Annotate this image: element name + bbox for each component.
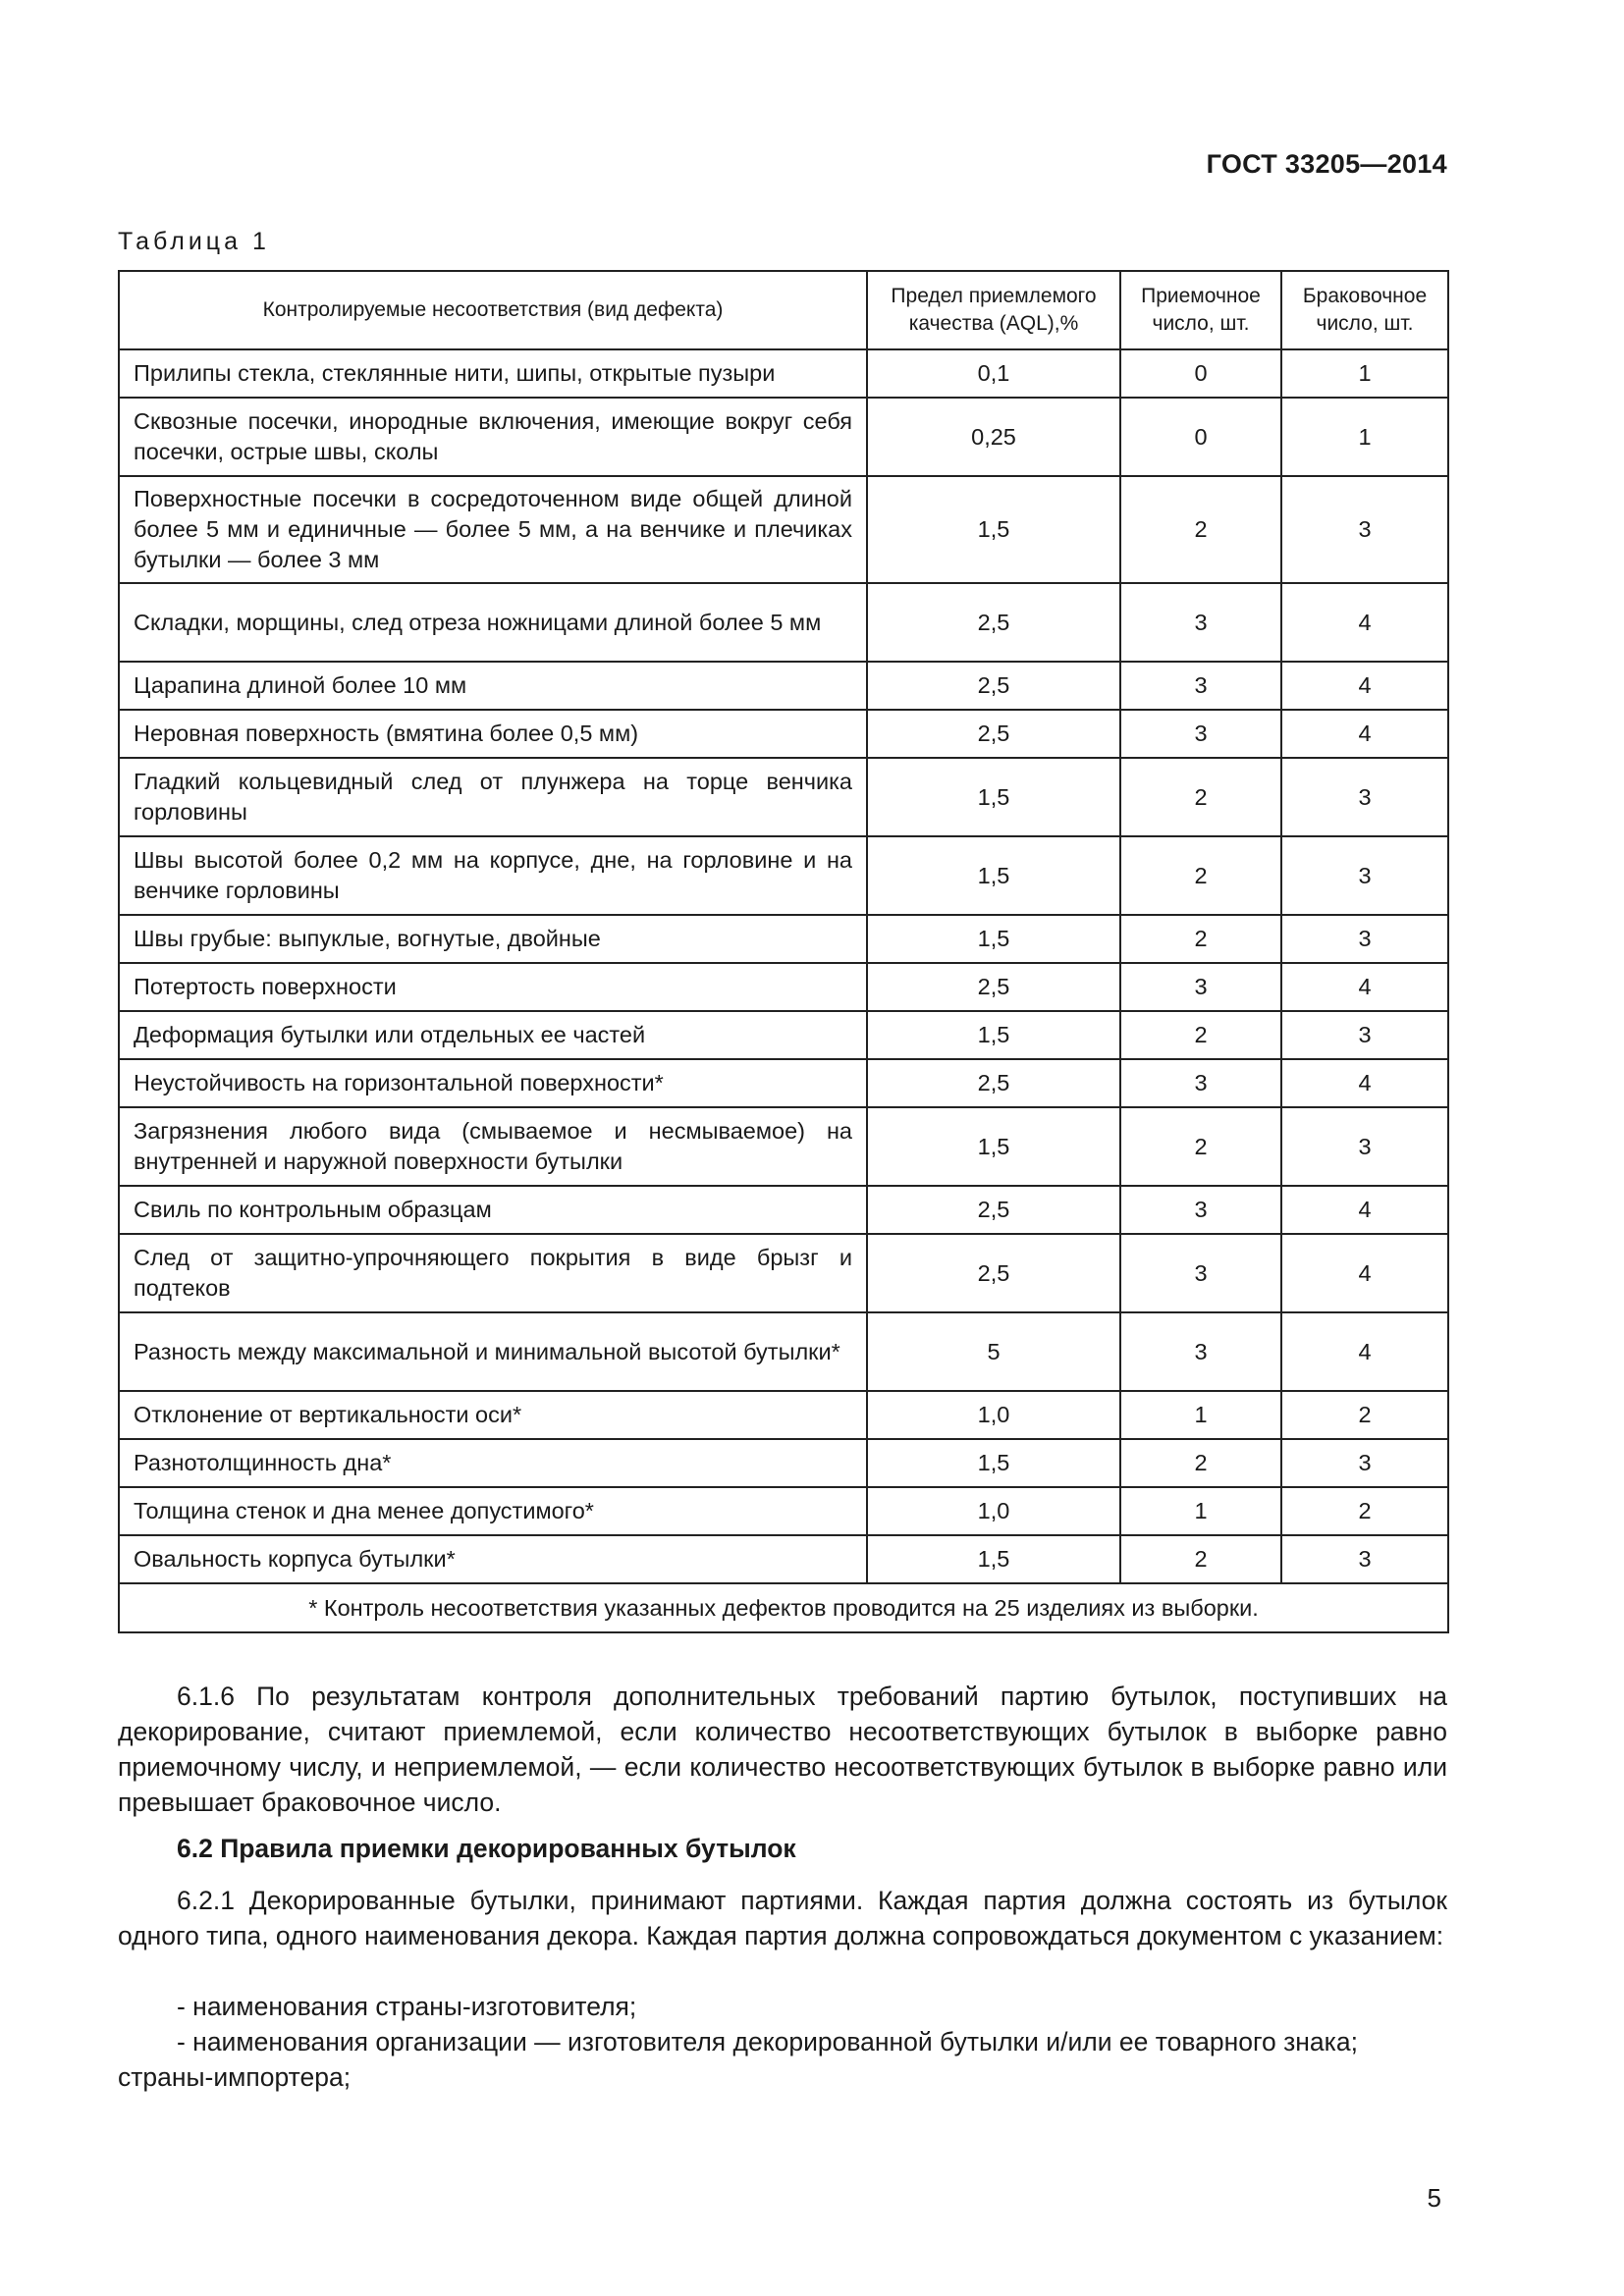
defect-cell: Неровная поверхность (вмятина более 0,5 мм) (119, 710, 867, 758)
accept-number-cell: 2 (1120, 758, 1281, 836)
defect-cell: Складки, морщины, след отреза ножницами длиной более 5 мм (119, 583, 867, 662)
aql-cell: 1,5 (867, 1107, 1120, 1186)
aql-cell: 2,5 (867, 710, 1120, 758)
table-row (119, 1059, 1448, 1107)
paragraph-6-1-6: 6.1.6 По результатам контроля дополнительных требований партию бутылок, поступивших на декорирование, считают приемлемой, если количество несоответствующих бутылок в выборке равно приемочному числу, и неприемлемой, — если количество несоответствующих бутылок в выборке равно или превышает браковочное число. (118, 1682, 1447, 1817)
table-row (119, 1234, 1448, 1312)
defect-cell: Разность между максимальной и минимальной высотой бутылки* (119, 1312, 867, 1391)
reject-number-cell: 2 (1281, 1487, 1448, 1535)
col-header-accept: Приемочное число, шт. (1120, 271, 1281, 349)
col-header-reject: Браковочное число, шт. (1281, 271, 1448, 349)
reject-number-cell: 3 (1281, 1011, 1448, 1059)
aql-cell: 1,5 (867, 476, 1120, 583)
accept-number-cell: 3 (1120, 1234, 1281, 1312)
defect-cell: Швы грубые: выпуклые, вогнутые, двойные (119, 915, 867, 963)
accept-number-cell: 0 (1120, 349, 1281, 398)
table-row (119, 662, 1448, 710)
reject-number-cell: 3 (1281, 915, 1448, 963)
table-row (119, 398, 1448, 476)
reject-number-cell: 4 (1281, 1186, 1448, 1234)
accept-number-cell: 3 (1120, 1186, 1281, 1234)
accept-number-cell: 0 (1120, 398, 1281, 476)
accept-number-cell: 2 (1120, 1011, 1281, 1059)
aql-cell: 1,5 (867, 915, 1120, 963)
list-item-country: - наименования страны-изготовителя; (177, 1992, 637, 2021)
standard-number: ГОСТ 33205—2014 (1206, 149, 1447, 179)
aql-cell: 1,5 (867, 1011, 1120, 1059)
reject-number-cell: 1 (1281, 349, 1448, 398)
table-row (119, 1487, 1448, 1535)
table-row (119, 1312, 1448, 1391)
table-row (119, 836, 1448, 915)
aql-cell: 2,5 (867, 662, 1120, 710)
aql-cell: 1,5 (867, 836, 1120, 915)
accept-number-cell: 2 (1120, 836, 1281, 915)
reject-number-cell: 1 (1281, 398, 1448, 476)
reject-number-cell: 4 (1281, 583, 1448, 662)
reject-number-cell: 4 (1281, 1312, 1448, 1391)
accept-number-cell: 3 (1120, 583, 1281, 662)
reject-number-cell: 3 (1281, 1535, 1448, 1583)
page-number: 5 (1427, 2183, 1441, 2213)
col-header-defect: Контролируемые несоответствия (вид дефекта) (119, 271, 867, 349)
defect-cell: Швы высотой более 0,2 мм на корпусе, дне, на горловине и на венчике горловины (119, 836, 867, 915)
reject-number-cell: 3 (1281, 836, 1448, 915)
table-row (119, 1186, 1448, 1234)
reject-number-cell: 2 (1281, 1391, 1448, 1439)
aql-cell: 2,5 (867, 1059, 1120, 1107)
aql-cell: 1,5 (867, 758, 1120, 836)
table-row (119, 758, 1448, 836)
defects-table (118, 270, 1449, 1633)
table-row (119, 476, 1448, 583)
paragraph-6-2-1: 6.2.1 Декорированные бутылки, принимают партиями. Каждая партия должна состоять из бутылок одного типа, одного наименования декора. Каждая партия должна сопровождаться документом с указанием: (118, 1886, 1447, 1950)
accept-number-cell: 1 (1120, 1391, 1281, 1439)
list-item-organization: - наименования организации — изготовителя декорированной бутылки и/или ее товарного знака; (177, 2027, 1358, 2056)
table-row (119, 1391, 1448, 1439)
table-row (119, 1107, 1448, 1186)
section-heading-6-2: 6.2 Правила приемки декорированных бутылок (177, 1834, 796, 1863)
accept-number-cell: 1 (1120, 1487, 1281, 1535)
accept-number-cell: 2 (1120, 1439, 1281, 1487)
accept-number-cell: 3 (1120, 1312, 1281, 1391)
table-row (119, 1011, 1448, 1059)
accept-number-cell: 2 (1120, 476, 1281, 583)
reject-number-cell: 4 (1281, 963, 1448, 1011)
accept-number-cell: 2 (1120, 915, 1281, 963)
accept-number-cell: 2 (1120, 1535, 1281, 1583)
defect-cell: Деформация бутылки или отдельных ее частей (119, 1011, 867, 1059)
accept-number-cell: 3 (1120, 710, 1281, 758)
aql-cell: 2,5 (867, 963, 1120, 1011)
accept-number-cell: 3 (1120, 662, 1281, 710)
accept-number-cell: 3 (1120, 1059, 1281, 1107)
reject-number-cell: 4 (1281, 1059, 1448, 1107)
defect-cell: Царапина длиной более 10 мм (119, 662, 867, 710)
table-footnote: * Контроль несоответствия указанных дефектов проводится на 25 изделиях из выборки. (119, 1583, 1448, 1632)
table-row (119, 349, 1448, 398)
table-row (119, 963, 1448, 1011)
reject-number-cell: 3 (1281, 1439, 1448, 1487)
reject-number-cell: 4 (1281, 662, 1448, 710)
accept-number-cell: 2 (1120, 1107, 1281, 1186)
defect-cell: Потертость поверхности (119, 963, 867, 1011)
defect-cell: Прилипы стекла, стеклянные нити, шипы, открытые пузыри (119, 349, 867, 398)
reject-number-cell: 3 (1281, 476, 1448, 583)
defect-cell: Сквозные посечки, инородные включения, имеющие вокруг себя посечки, острые швы, сколы (119, 398, 867, 476)
aql-cell: 0,1 (867, 349, 1120, 398)
table-caption: Таблица 1 (118, 228, 270, 255)
aql-cell: 2,5 (867, 1234, 1120, 1312)
reject-number-cell: 4 (1281, 1234, 1448, 1312)
col-header-aql: Предел приемлемого качества (AQL),% (867, 271, 1120, 349)
table-row (119, 915, 1448, 963)
defect-cell: Поверхностные посечки в сосредоточенном виде общей длиной более 5 мм и единичные — более 5 мм, а на венчике и плечиках бутылки — более 3 мм (119, 476, 867, 583)
list-item-importer: страны-импортера; (118, 2062, 352, 2092)
defect-cell: Свиль по контрольным образцам (119, 1186, 867, 1234)
table-row (119, 1439, 1448, 1487)
defect-cell: След от защитно-упрочняющего покрытия в виде брызг и подтеков (119, 1234, 867, 1312)
defect-cell: Разнотолщинность дна* (119, 1439, 867, 1487)
reject-number-cell: 4 (1281, 710, 1448, 758)
aql-cell: 2,5 (867, 583, 1120, 662)
reject-number-cell: 3 (1281, 758, 1448, 836)
table-row (119, 1535, 1448, 1583)
aql-cell: 1,0 (867, 1391, 1120, 1439)
aql-cell: 2,5 (867, 1186, 1120, 1234)
accept-number-cell: 3 (1120, 963, 1281, 1011)
table-row (119, 583, 1448, 662)
defect-cell: Толщина стенок и дна менее допустимого* (119, 1487, 867, 1535)
table-row (119, 710, 1448, 758)
defect-cell: Загрязнения любого вида (смываемое и несмываемое) на внутренней и наружной поверхности бутылки (119, 1107, 867, 1186)
aql-cell: 5 (867, 1312, 1120, 1391)
reject-number-cell: 3 (1281, 1107, 1448, 1186)
defect-cell: Гладкий кольцевидный след от плунжера на торце венчика горловины (119, 758, 867, 836)
defect-cell: Отклонение от вертикальности оси* (119, 1391, 867, 1439)
defect-cell: Неустойчивость на горизонтальной поверхности* (119, 1059, 867, 1107)
aql-cell: 0,25 (867, 398, 1120, 476)
aql-cell: 1,5 (867, 1439, 1120, 1487)
aql-cell: 1,0 (867, 1487, 1120, 1535)
aql-cell: 1,5 (867, 1535, 1120, 1583)
defect-cell: Овальность корпуса бутылки* (119, 1535, 867, 1583)
